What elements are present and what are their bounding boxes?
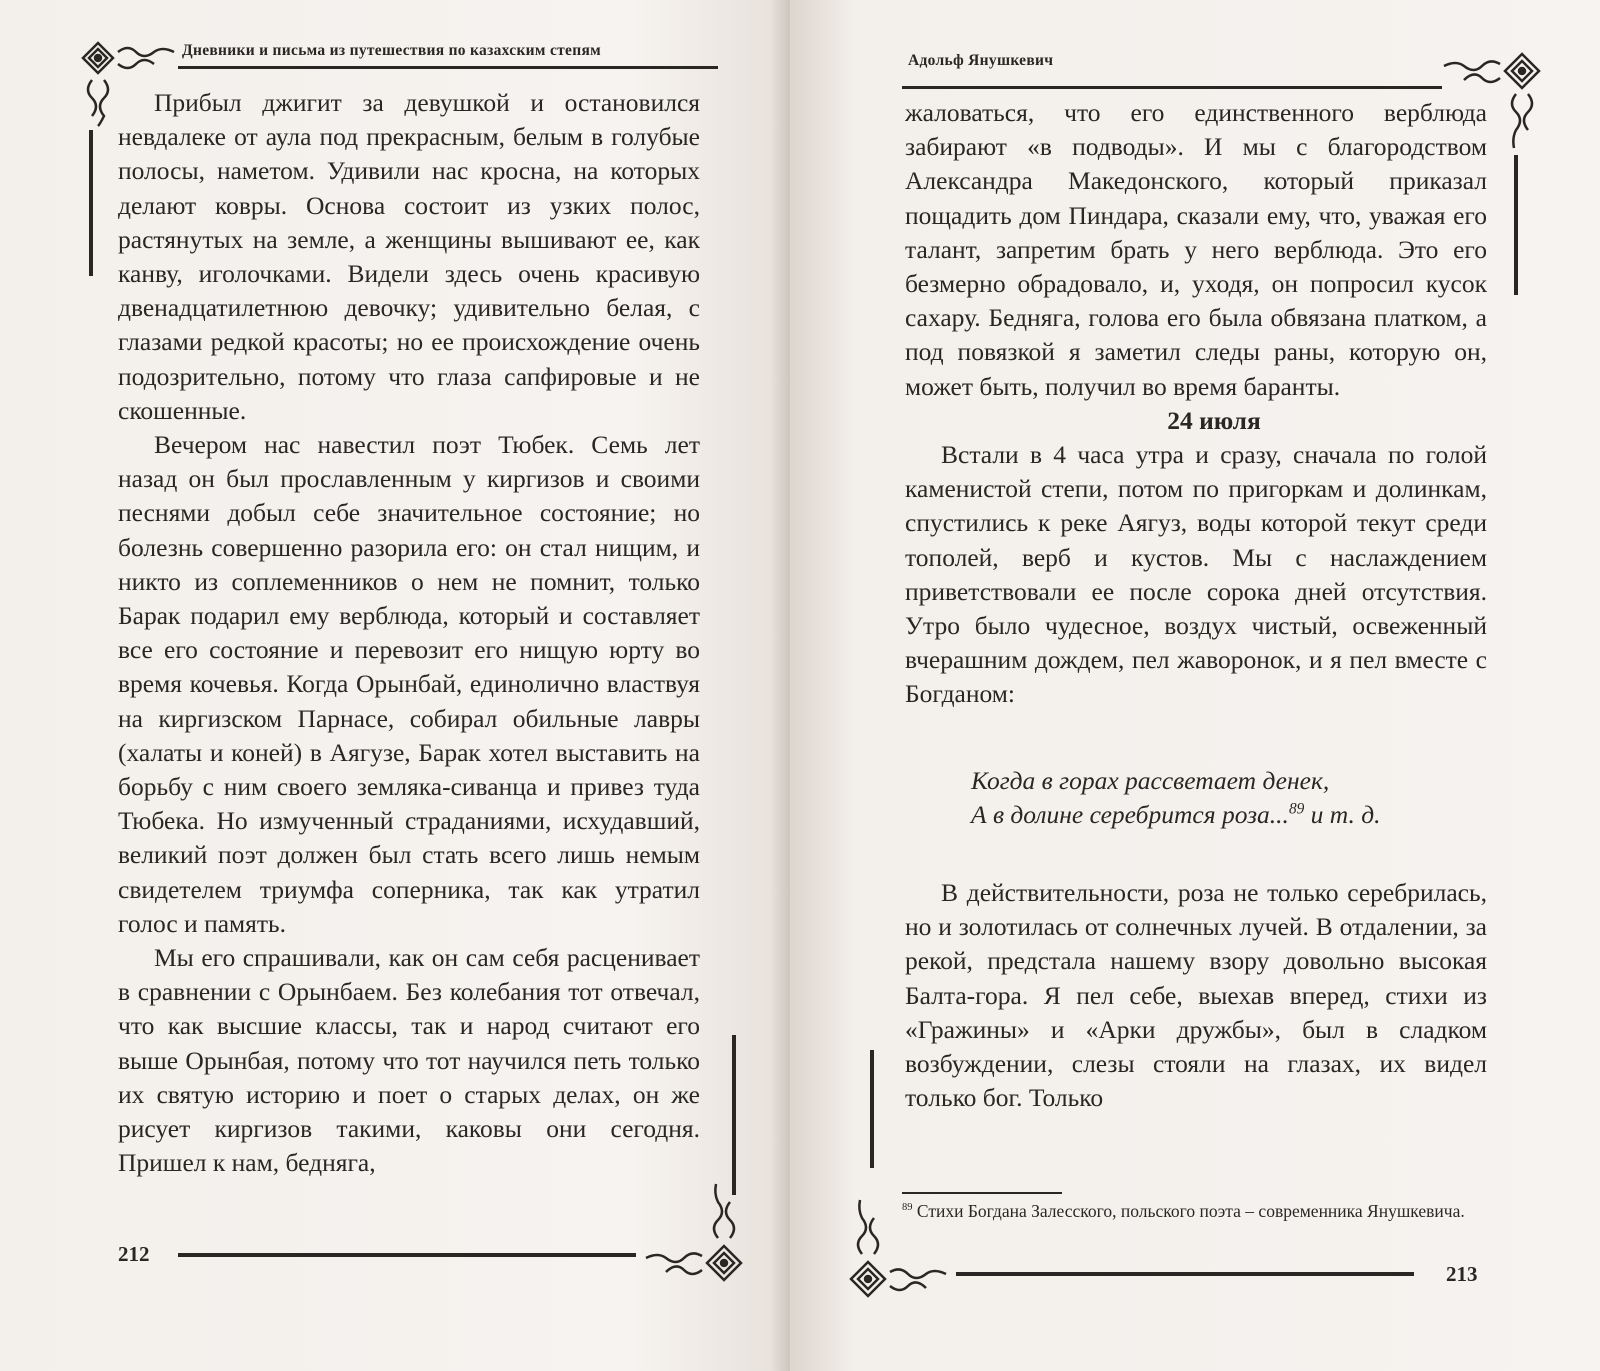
poem-tail: и т. д. [1304,799,1381,829]
page-number: 213 [1446,1262,1478,1286]
poem-quote [905,712,1487,876]
footnote-number: 89 [902,1202,913,1214]
poem-line: Когда в горах рассветает денек, [971,765,1330,795]
paragraph: Вечером нас навестил поэт Тюбек. Семь лет назад он был прославленным у киргизов и своими песнями добыл себе значительное состояние; но болезнь совершенно разорила его: он стал нищим, и никто из соплеменников о нем не помнит, только Барак подарил ему верблюда, который и составляет все его состояние и перевозит его нищую юрту во время кочевья. Когда Орынбай, единолично властвуя на киргизском Парнасе, собирал обильные лавры (халаты и коней) в Аягузе, Барак хотел выставить на борьбу с ним своего земляка-сиванца и привез туда Тюбека. Но измученный страданиями, исхудавший, великий поэт должен был стать всего лишь немым свидетелем триумфа соперника, так как утратил голос и память. [118,430,700,938]
corner-ornament-bottom-left [846,1196,956,1304]
footnote-reference: 89 [1288,800,1305,818]
running-head: Дневники и письма из путешествия по казахским степям [182,42,601,59]
footer-rule [178,1253,636,1257]
margin-bar [1514,155,1518,295]
paragraph: Встали в 4 часа утра и сразу, сначала по голой каменистой степи, потом по пригоркам и долинкам, спустились к реке Аягуз, воды которой текут среди тополей, верб и кустов. Мы с наслаждением приветствовали ее после сорока дней отсутствия. Утро было чудесное, воздух чистый, освеженный вчерашним дождем, пел жаворонок, и я пел вместе с Богданом: [905,440,1487,709]
poem-line-text: А в долине серебрится роза... [971,799,1289,829]
margin-bar [89,130,93,276]
footnote [902,1200,1482,1222]
paragraph: Мы его спрашивали, как он сам себя расценивает в сравнении с Орынбаем. Без колебания тот отвечал, что как высшие классы, так и народ считают его выше Орынбая, потому что тот научился петь только их святую историю и поет о старых делах, он же рисует киргизов такими, каковы они сегодня. Пришел к нам, бедняга, [118,943,700,1178]
paragraph-continued: жаловаться, что его единственного верблюда забирают «в подводы». И мы с благородством Александра Македонского, который приказал пощадить дом Пиндара, сказали ему, что, уважая его талант, запретим брать у него верблюда. Это его безмерно обрадовало, и, уходя, он попросил кусок сахару. Бедняга, голова его была обвязана платком, а под повязкой я заметил следы раны, которую он, может быть, получил во время баранты. [905,98,1487,401]
running-head: Адольф Янушкевич [908,52,1054,69]
header-rule [178,66,718,69]
margin-bar [732,1035,736,1195]
footnote-rule [902,1192,1062,1194]
left-page [0,0,790,1371]
date-heading: 24 июля [1167,405,1261,435]
right-page [790,0,1600,1371]
poem-line [971,798,1487,832]
corner-ornament-bottom-right [640,1176,750,1288]
page-number: 212 [118,1242,150,1266]
header-rule [902,86,1442,89]
right-body-text [905,96,1487,1115]
margin-bar [870,1050,874,1168]
paragraph: В действительности, роза не только серебрилась, но и золотилась от солнечных лучей. В отдалении, за рекой, предстала нашему взору довольно высокая Балта-гора. Я пел себе, выехав вперед, стихи из «Гражины» и «Арки дружбы», был в сладком возбуждении, слезы стояли на глазах, их видел только бог. Только [905,878,1487,1113]
footer-rule [956,1272,1414,1276]
footnote-text: Стихи Богдана Залесского, польского поэта – современника Янушкевича. [912,1201,1465,1221]
paragraph: Прибыл джигит за девушкой и остановился невдалеке от аула под прекрасным, белым в голубые полосы, наметом. Удивили нас кросна, на которых делают ковры. Основа состоит из узких полос, растянутых на земле, а женщины вышивают ее, как канву, иголочками. Видели здесь очень красивую двенадцатилетнюю девочку; удивительно белая, с глазами редкой красоты; но ее происхождение очень подозрительно, потому что глаза сапфировые и не скошенные. [118,88,700,425]
left-body-text [118,86,700,1181]
